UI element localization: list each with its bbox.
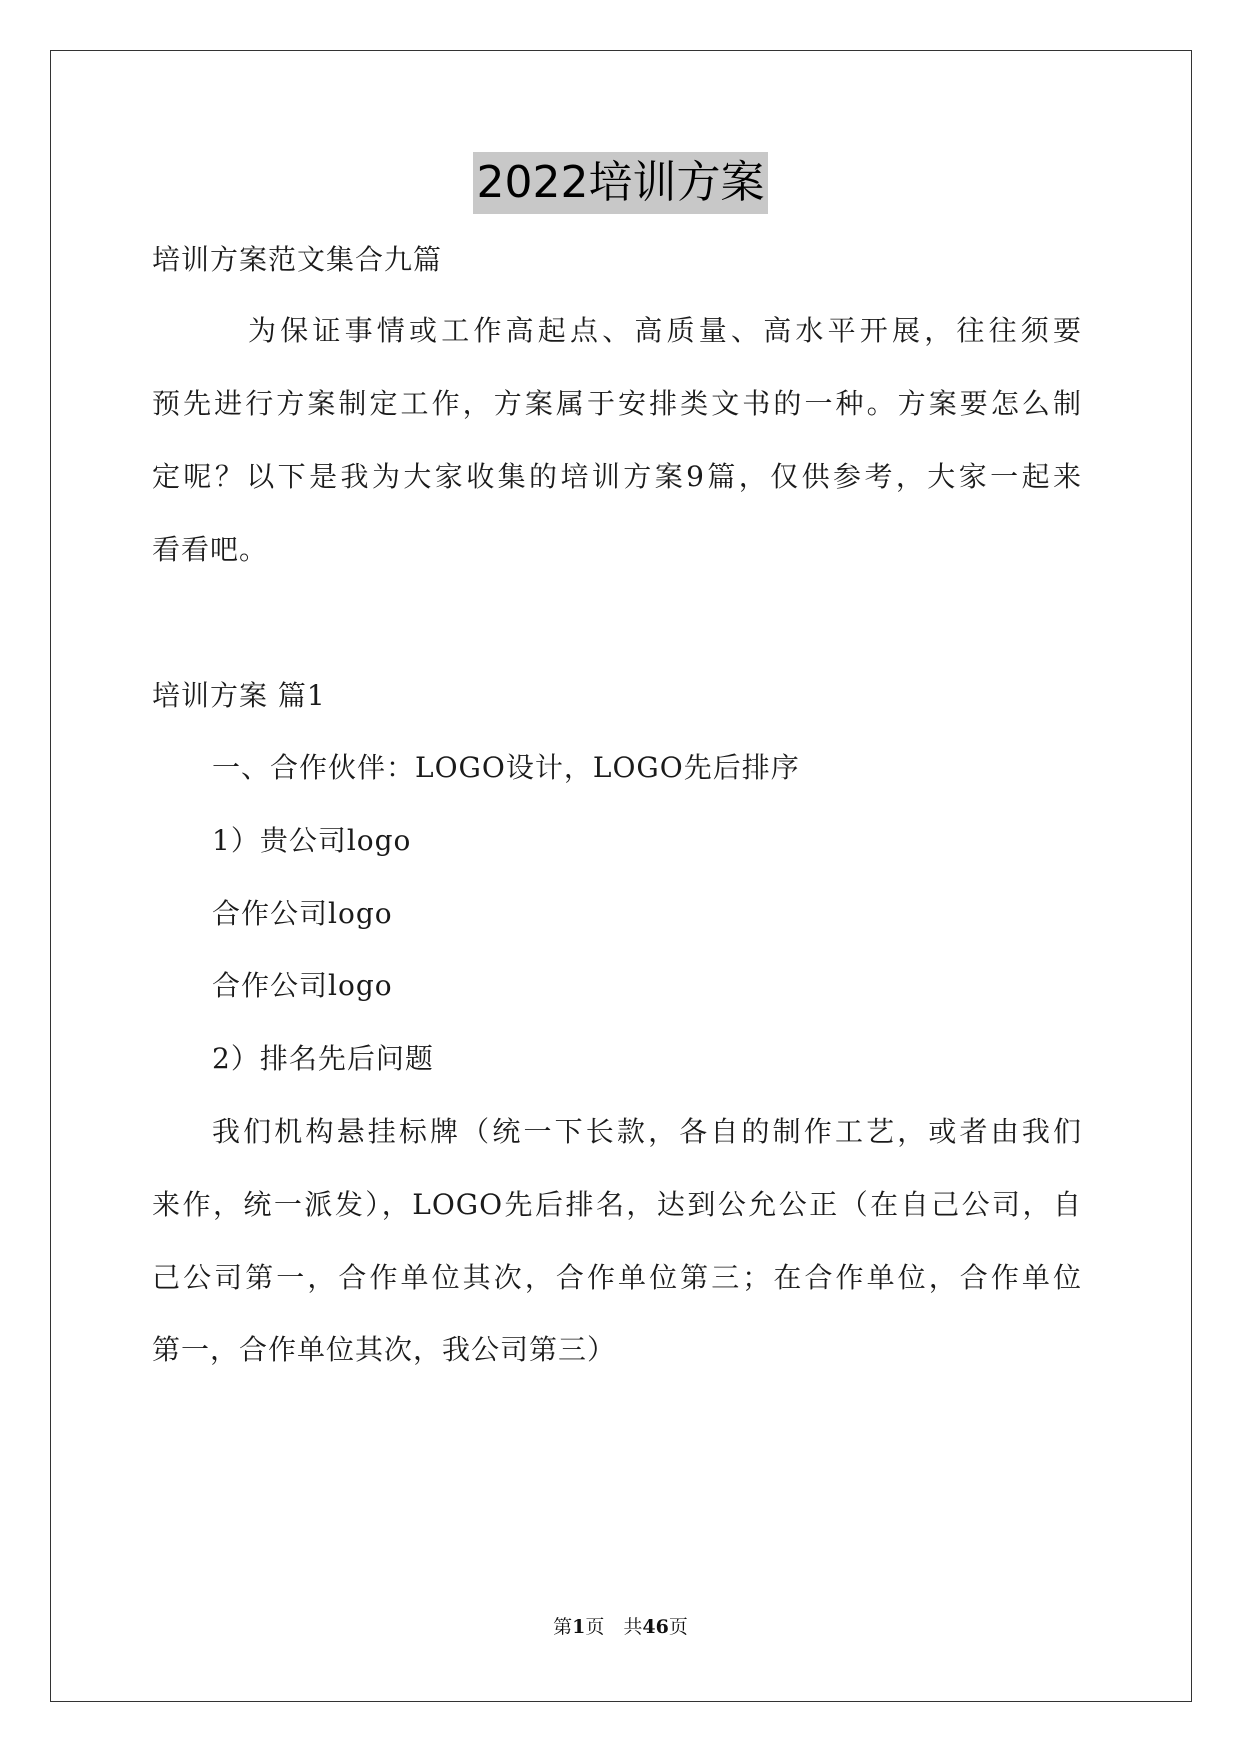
intro-line-1: 为保证事情或工作高起点、高质量、高水平开展，往往须要 (248, 314, 1082, 347)
page-border (50, 50, 1192, 1702)
document-subtitle: 培训方案范文集合九篇 (152, 243, 443, 276)
footer-middle: 页 共 (585, 1616, 643, 1638)
paragraph-line-3: 己公司第一，合作单位其次，合作单位第三；在合作单位，合作单位 (152, 1261, 1082, 1294)
current-page-number: 1 (572, 1616, 586, 1638)
total-page-count: 46 (642, 1616, 669, 1638)
list-item: 合作公司logo (212, 969, 393, 1002)
intro-line-3: 定呢？以下是我为大家收集的培训方案9篇，仅供参考，大家一起来 (152, 460, 1082, 493)
intro-line-4: 看看吧。 (152, 533, 269, 566)
list-item: 1）贵公司logo (212, 824, 412, 857)
title-wrap (0, 152, 1241, 214)
list-item: 一、合作伙伴：LOGO设计，LOGO先后排序 (212, 751, 800, 784)
list-item: 合作公司logo (212, 897, 393, 930)
paragraph-line-2: 来作，统一派发），LOGO先后排名，达到公允公正（在自己公司，自 (152, 1188, 1082, 1221)
footer-prefix: 第 (553, 1616, 573, 1638)
paragraph-line-1: 我们机构悬挂标牌（统一下长款，各自的制作工艺，或者由我们 (212, 1115, 1082, 1148)
intro-line-2: 预先进行方案制定工作，方案属于安排类文书的一种。方案要怎么制 (152, 387, 1082, 420)
footer-suffix: 页 (668, 1616, 688, 1638)
paragraph-line-4: 第一，合作单位其次，我公司第三） (152, 1333, 617, 1366)
document-title: 2022培训方案 (473, 152, 769, 214)
list-item: 2）排名先后问题 (212, 1042, 434, 1075)
section-heading: 培训方案 篇1 (152, 679, 326, 712)
page-footer (0, 1615, 1241, 1639)
